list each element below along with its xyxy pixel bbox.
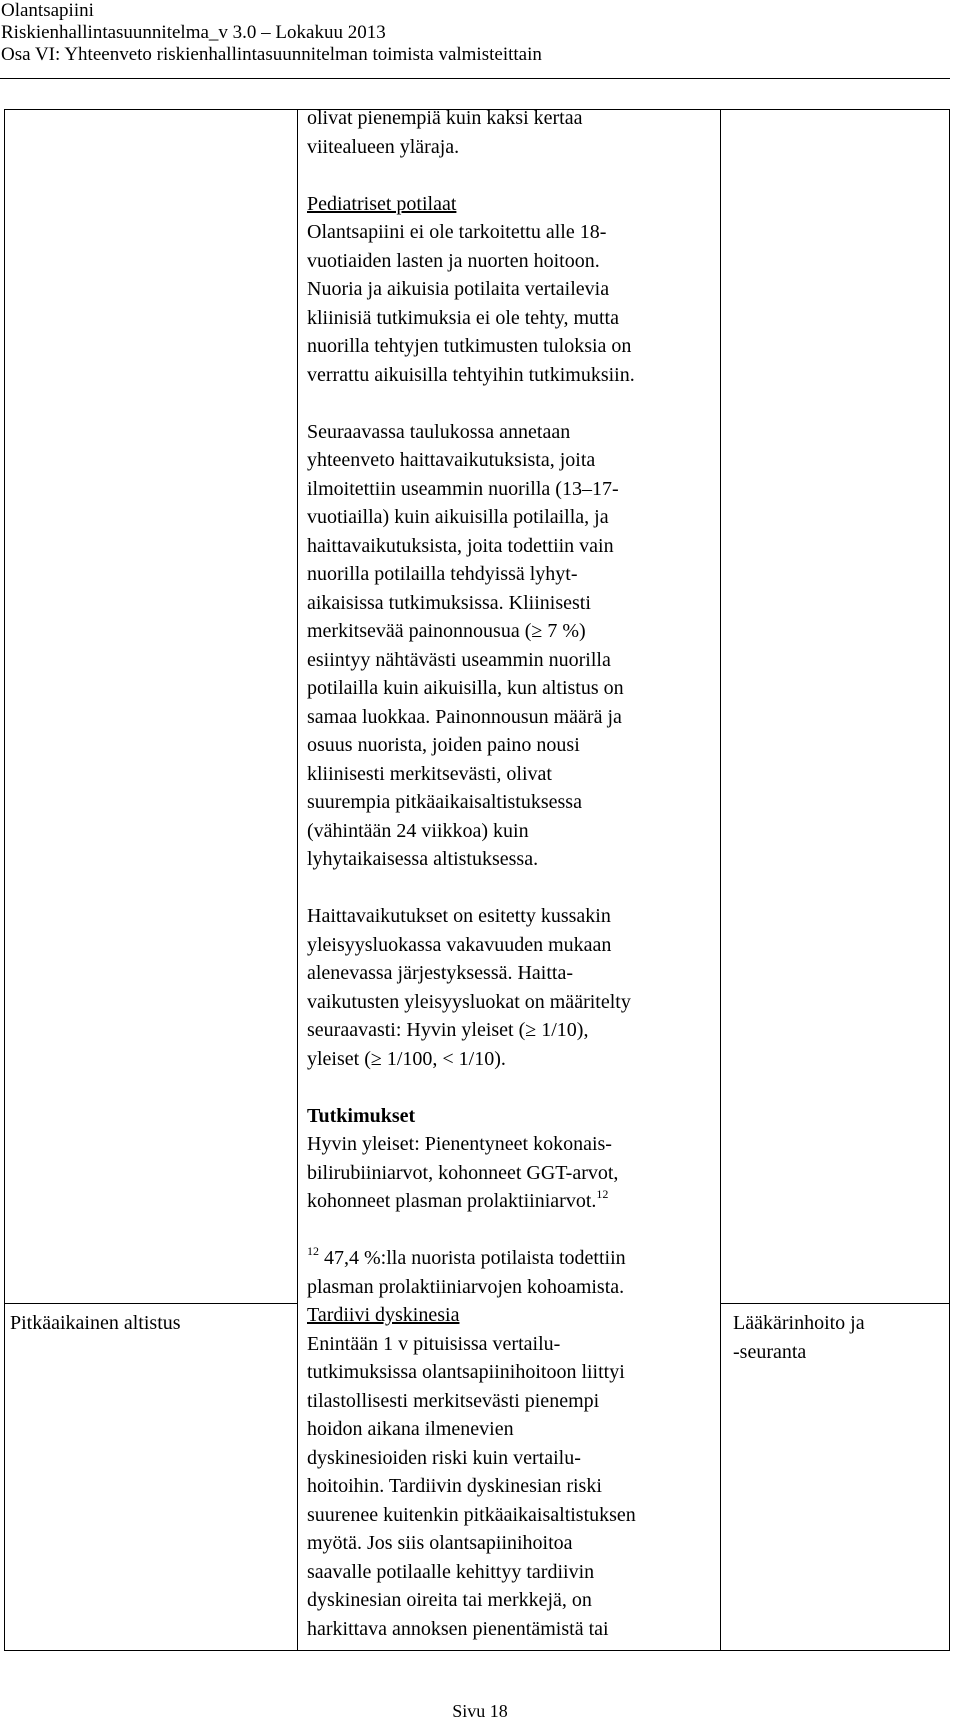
summary-line: samaa luokkaa. Painonnousun määrä ja — [307, 705, 622, 728]
summary-line: haittavaikutuksista, joita todettiin vain — [307, 534, 614, 557]
tardive-line: myötä. Jos siis olantsapiinihoitoa — [307, 1532, 573, 1554]
pediatric-line: nuorilla tehtyjen tutkimusten tuloksia on — [307, 335, 632, 357]
tests-line-text: kohonneet plasman prolaktiiniarvot. — [307, 1190, 597, 1212]
table-border-bottom — [4, 1650, 950, 1651]
footnote-mark: 12 — [307, 1244, 319, 1258]
page-header — [0, 0, 950, 66]
frequency-line: yleiset (≥ 1/100, < 1/10). — [307, 1047, 506, 1070]
header-section: Osa VI: Yhteenveto riskienhallintasuunnitelman toimista valmisteittain — [1, 44, 542, 65]
measures-line: Lääkärinhoito ja — [733, 1312, 865, 1334]
summary-line: osuus nuorista, joiden paino nousi — [307, 734, 580, 756]
summary-line: esiintyy nähtävästi useammin nuorilla — [307, 648, 611, 671]
table-row-divider-right — [720, 1303, 950, 1304]
tardive-line: hoidon aikana ilmenevien — [307, 1418, 514, 1440]
table-row-divider — [4, 1303, 297, 1304]
summary-line: ilmoitettiin useammin nuorilla (13–17- — [307, 477, 619, 500]
table-border-right — [949, 109, 950, 1650]
adverse-effects-cell — [307, 104, 727, 1643]
frequency-line: yleisyysluokassa vakavuuden mukaan — [307, 933, 612, 956]
pediatric-line: verrattu aikuisilla tehtyihin tutkimuksiin. — [307, 363, 635, 386]
tests-line: Hyvin yleiset: Pienentyneet kokonais- — [307, 1133, 612, 1155]
pediatric-line: kliinisiä tutkimuksia ei ole tehty, mutta — [307, 306, 619, 329]
frequency-line: vaikutusten yleisyysluokat on määritelty — [307, 990, 631, 1013]
tardive-line: Enintään 1 v pituisissa vertailu- — [307, 1332, 561, 1355]
footnote-ref: 12 — [596, 1187, 609, 1201]
footnote-line: plasman prolaktiiniarvojen kohoamista. — [307, 1275, 625, 1298]
measures-line: -seuranta — [733, 1340, 807, 1363]
tardive-line: tutkimuksissa olantsapiinihoitoon liittyi — [307, 1361, 625, 1383]
frequency-line: seuraavasti: Hyvin yleiset (≥ 1/10), — [307, 1019, 589, 1041]
tardive-line: hoitoihin. Tardiivin dyskinesian riski — [307, 1475, 602, 1497]
page-number: Sivu 18 — [452, 1701, 508, 1721]
summary-line: Seuraavassa taulukossa annetaan — [307, 420, 571, 443]
pediatric-line: Nuoria ja aikuisia potilaita vertailevia — [307, 278, 610, 300]
tests-title: Tutkimukset — [307, 1104, 416, 1127]
summary-line: kliinisesti merkitsevästi, olivat — [307, 762, 552, 785]
summary-line: yhteenveto haittavaikutuksista, joita — [307, 449, 596, 471]
tests-line: bilirubiiniarvot, kohonneet GGT-arvot, — [307, 1161, 619, 1184]
tardive-title: Tardiivi dyskinesia — [307, 1304, 460, 1326]
header-rule — [0, 78, 950, 79]
footnote — [307, 1244, 727, 1273]
table-border-col1 — [297, 109, 298, 1650]
pediatric-line: Olantsapiini ei ole tarkoitettu alle 18- — [307, 221, 607, 243]
exposure-cell: Pitkäaikainen altistus — [10, 1312, 181, 1334]
footnote-text: 47,4 %:lla nuorista potilaista todettiin — [319, 1247, 626, 1269]
tardive-line: dyskinesian oireita tai merkkejä, on — [307, 1589, 592, 1611]
frequency-line: alenevassa järjestyksessä. Haitta- — [307, 962, 574, 984]
intro-line: olivat pienempiä kuin kaksi kertaa — [307, 107, 583, 129]
tardive-line: tilastollisesti merkitsevästi pienempi — [307, 1389, 600, 1412]
tardive-line: dyskinesioiden riski kuin vertailu- — [307, 1446, 581, 1469]
summary-line: potilailla kuin aikuisilla, kun altistus on — [307, 677, 624, 699]
summary-line: nuorilla potilailla tehdyissä lyhyt- — [307, 563, 578, 585]
summary-line: lyhytaikaisessa altistuksessa. — [307, 848, 539, 870]
tardive-line: saavalle potilaalle kehittyy tardiivin — [307, 1560, 595, 1583]
tests-line — [307, 1187, 727, 1216]
header-document: Riskienhallintasuunnitelma_v 3.0 – Lokakuu 2013 — [1, 22, 386, 43]
frequency-line: Haittavaikutukset on esitetty kussakin — [307, 905, 611, 927]
header-product: Olantsapiini — [1, 0, 94, 21]
summary-line: vuotiailla) kuin aikuisilla potilailla, ja — [307, 506, 609, 528]
intro-line: viitealueen yläraja. — [307, 135, 460, 158]
summary-line: merkitsevää painonnousua (≥ 7 %) — [307, 620, 586, 642]
summary-line: suurempia pitkäaikaisaltistuksessa — [307, 791, 582, 813]
table-border-left — [4, 109, 5, 1650]
summary-line: aikaisissa tutkimuksissa. Kliinisesti — [307, 591, 591, 614]
summary-line: (vähintään 24 viikkoa) kuin — [307, 819, 529, 842]
pediatric-line: vuotiaiden lasten ja nuorten hoitoon. — [307, 249, 600, 272]
pediatric-title: Pediatriset potilaat — [307, 192, 457, 215]
tardive-line: harkittava annoksen pienentämistä tai — [307, 1617, 609, 1640]
measures-cell — [733, 1309, 943, 1366]
tardive-line: suurenee kuitenkin pitkäaikaisaltistuksen — [307, 1503, 636, 1526]
